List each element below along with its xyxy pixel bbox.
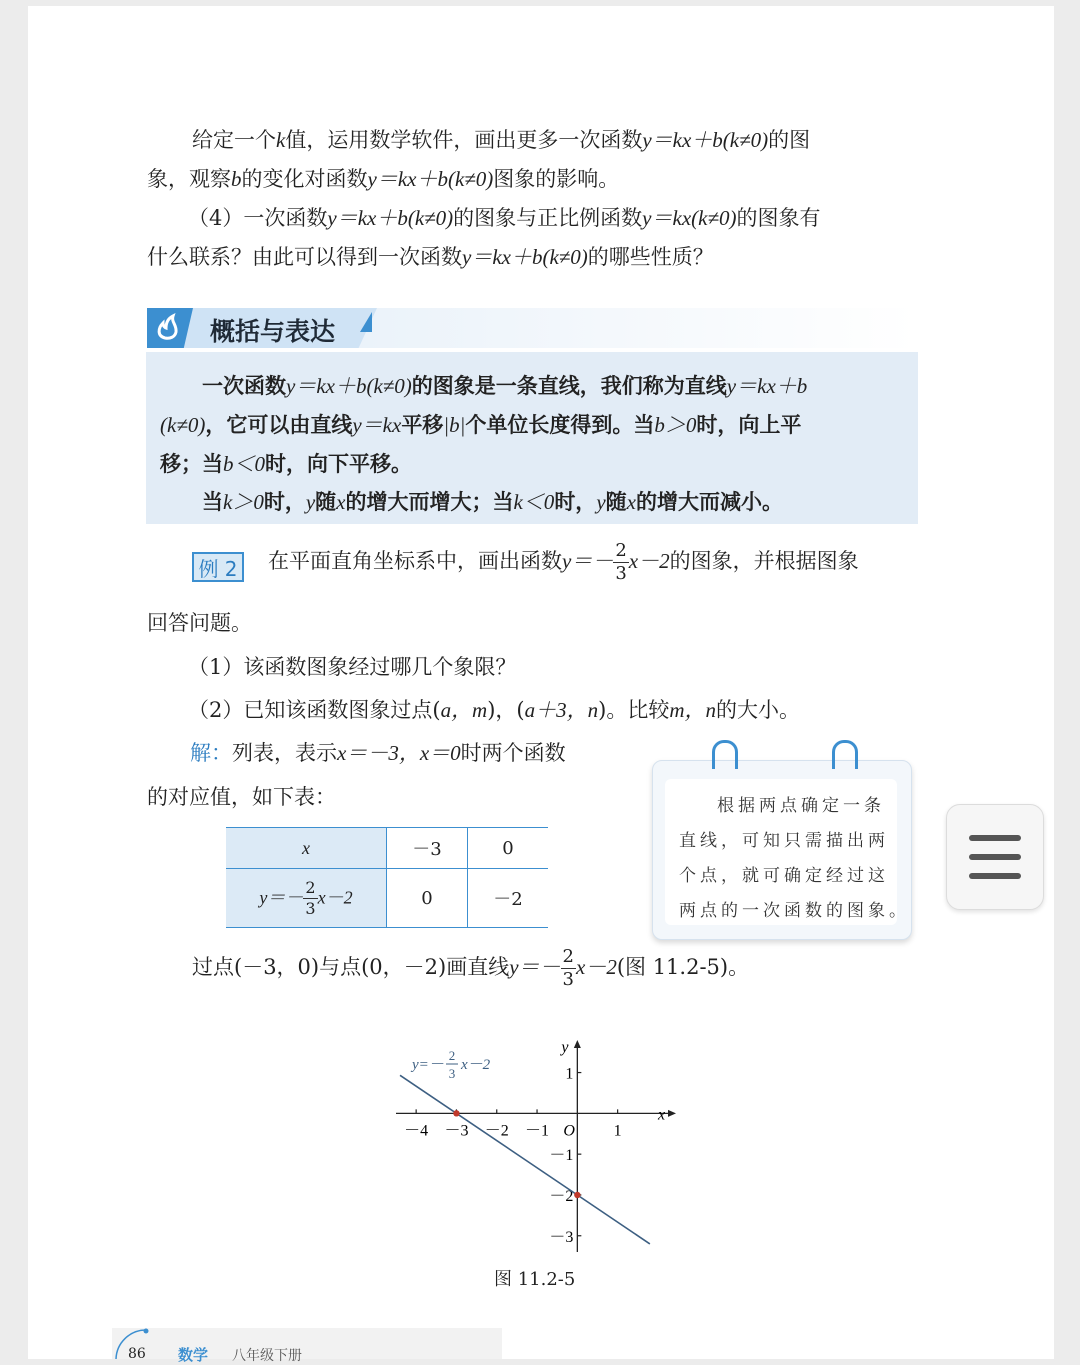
math: b＜0 xyxy=(223,452,265,476)
note-line: 个点，就可确定经过这 xyxy=(679,866,889,886)
text: 列表，表示 xyxy=(232,741,337,765)
table-cell: －3 xyxy=(387,828,468,869)
math: y＝kx＋b(k≠0) xyxy=(642,128,769,152)
math: y xyxy=(596,490,606,514)
text: （2）已知该函数图象过点( xyxy=(188,698,441,722)
math: x＝－3，x＝0 xyxy=(337,741,461,765)
question-1: （1）该函数图象经过哪几个象限？ xyxy=(188,655,517,679)
y-tick-label: －3 xyxy=(549,1228,574,1246)
y-tick-label: 1 xyxy=(565,1065,574,1083)
solution-line1 xyxy=(190,741,566,765)
numerator: 2 xyxy=(615,540,627,561)
graph-point xyxy=(574,1192,580,1198)
fraction xyxy=(613,542,628,583)
summary-line2 xyxy=(160,409,801,439)
solution-line2: 的对应值，如下表： xyxy=(147,785,336,809)
math: b＞0 xyxy=(654,413,697,437)
book-grade: 八年级下册 xyxy=(232,1348,302,1364)
text: 的图象有 xyxy=(736,206,821,230)
text: )，( xyxy=(487,698,525,722)
text: 随 xyxy=(605,490,627,514)
summary-box xyxy=(146,352,918,524)
x-tick-label: －4 xyxy=(404,1122,429,1140)
para1-line2 xyxy=(147,167,619,191)
solution-label: 解： xyxy=(190,741,232,765)
math: k＞0 xyxy=(223,490,264,514)
math: m，n xyxy=(669,698,716,722)
hamburger-icon-bar xyxy=(969,835,1021,841)
y-tick-label: －1 xyxy=(549,1147,574,1165)
text: 个单位长度得到。当 xyxy=(465,413,655,437)
hamburger-icon-bar xyxy=(969,873,1021,879)
math: y＝kx＋b(k≠0) xyxy=(367,167,494,191)
x-tick-label: －3 xyxy=(444,1122,469,1140)
math: a＋3，n xyxy=(524,698,599,722)
ring-icon xyxy=(832,740,858,769)
y-axis-label: y xyxy=(561,1039,569,1056)
denominator: 3 xyxy=(305,898,316,918)
table-cell: 0 xyxy=(468,828,549,869)
note-card xyxy=(652,760,912,940)
math: k xyxy=(276,128,286,152)
menu-button[interactable] xyxy=(946,804,1044,910)
ring-icon xyxy=(712,740,738,769)
table-head-x: x xyxy=(226,828,387,869)
text: 时，向上平 xyxy=(696,413,802,437)
text: 一次函数 xyxy=(202,374,286,398)
text: ，它可以由直线 xyxy=(205,413,353,437)
text: 时，向下平移。 xyxy=(265,452,412,476)
text: 时， xyxy=(554,490,597,514)
text: 在平面直角坐标系中，画出函数 xyxy=(268,549,562,573)
math: y＝－ xyxy=(509,955,561,979)
math: x xyxy=(336,490,346,514)
text: 的增大而增大；当 xyxy=(345,490,514,514)
text: 的图象，并根据图象 xyxy=(669,549,859,573)
summary-line3 xyxy=(160,448,412,478)
graph-point xyxy=(453,1110,459,1116)
math: y＝－ xyxy=(562,549,614,573)
math: x－2 xyxy=(576,955,617,979)
math: y＝kx＋b(k≠0) xyxy=(327,206,454,230)
numerator: 2 xyxy=(305,877,316,897)
text: 给定一个 xyxy=(192,128,276,152)
math: a，m xyxy=(440,698,488,722)
note-line: 直线，可知只需描出两 xyxy=(679,831,889,851)
flame-icon-svg xyxy=(149,308,189,348)
denominator: 3 xyxy=(615,563,627,584)
math: y＝kx＋b xyxy=(726,374,808,398)
numerator: 2 xyxy=(562,946,574,967)
page-footer xyxy=(112,1328,502,1364)
table-row xyxy=(226,869,548,928)
text: 的变化对函数 xyxy=(241,167,368,191)
para2-line2 xyxy=(147,245,714,269)
table-cell: －2 xyxy=(468,869,549,928)
example-line2: 回答问题。 xyxy=(147,611,252,635)
summary-line1 xyxy=(202,370,807,400)
math: x xyxy=(626,490,636,514)
text: 随 xyxy=(315,490,337,514)
equation-label-pre: y=－ xyxy=(412,1057,444,1073)
note-line: 两点的一次函数的图象。 xyxy=(679,901,910,921)
denominator: 3 xyxy=(562,969,574,990)
math: y＝kx xyxy=(352,413,402,437)
math: |b| xyxy=(443,413,466,437)
table-head-y xyxy=(226,869,387,928)
text: 的图象是一条直线，我们称为直线 xyxy=(411,374,727,398)
text: 值，运用数学软件，画出更多一次函数 xyxy=(285,128,643,152)
value-table xyxy=(226,827,548,928)
hamburger-icon-bar xyxy=(969,854,1021,860)
question-2 xyxy=(188,698,800,722)
example-line1 xyxy=(268,542,859,583)
book-title: 数学 xyxy=(178,1346,209,1364)
x-tick-label: －1 xyxy=(525,1122,550,1140)
math: y xyxy=(305,490,316,514)
x-axis-label: x xyxy=(658,1106,666,1124)
math: (k≠0) xyxy=(160,413,206,437)
text: 的图象与正比例函数 xyxy=(453,206,643,230)
para2-line1 xyxy=(188,206,820,230)
y-tick-label: －2 xyxy=(549,1187,574,1205)
figure-caption: 图 11.2-5 xyxy=(494,1269,576,1290)
text: 的哪些性质？ xyxy=(587,245,714,269)
text: 时两个函数 xyxy=(460,741,566,765)
math: x－2 xyxy=(317,887,353,907)
note-line: 根据两点确定一条 xyxy=(717,796,885,816)
math: b xyxy=(231,167,242,191)
fraction xyxy=(303,877,317,918)
solution-line3 xyxy=(192,948,749,989)
text: 移；当 xyxy=(160,452,223,476)
math: y＝－ xyxy=(259,887,304,907)
example-badge: 例 2 xyxy=(192,552,244,582)
origin-label: O xyxy=(563,1122,575,1140)
math: x－2 xyxy=(628,549,670,573)
math: y＝kx(k≠0) xyxy=(642,206,737,230)
text: 图象的影响。 xyxy=(493,167,620,191)
page-number: 86 xyxy=(128,1346,146,1362)
math: y＝kx＋b(k≠0) xyxy=(286,374,412,398)
text: 什么联系？由此可以得到一次函数 xyxy=(147,245,462,269)
text: （4）一次函数 xyxy=(188,206,328,230)
function-graph xyxy=(390,1036,680,1256)
table-cell: 0 xyxy=(387,869,468,928)
text: )。比较 xyxy=(598,698,670,722)
section-corner-mark xyxy=(356,312,372,332)
equation-label-post: x－2 xyxy=(461,1057,491,1073)
text: 象，观察 xyxy=(147,167,231,191)
para1-line1 xyxy=(192,128,810,152)
table-row xyxy=(226,828,548,869)
equation-label-den: 3 xyxy=(448,1066,456,1081)
text: 当 xyxy=(202,490,223,514)
summary-line4 xyxy=(202,486,783,516)
x-tick-label: 1 xyxy=(613,1122,622,1140)
text: 平移 xyxy=(401,413,444,437)
text: 的大小。 xyxy=(716,698,800,722)
text: 的增大而减小。 xyxy=(635,490,783,514)
x-tick-label: －2 xyxy=(484,1122,509,1140)
equation-label-num: 2 xyxy=(448,1048,456,1063)
section-title: 概括与表达 xyxy=(210,317,336,346)
text: 的图 xyxy=(768,128,811,152)
text: 过点(－3，0)与点(0，－2)画直线 xyxy=(192,955,510,979)
math: y＝kx＋b(k≠0) xyxy=(462,245,588,269)
fraction xyxy=(561,948,576,989)
math: k＜0 xyxy=(513,490,555,514)
text: 时， xyxy=(263,490,306,514)
text: (图 11.2-5)。 xyxy=(616,955,750,979)
